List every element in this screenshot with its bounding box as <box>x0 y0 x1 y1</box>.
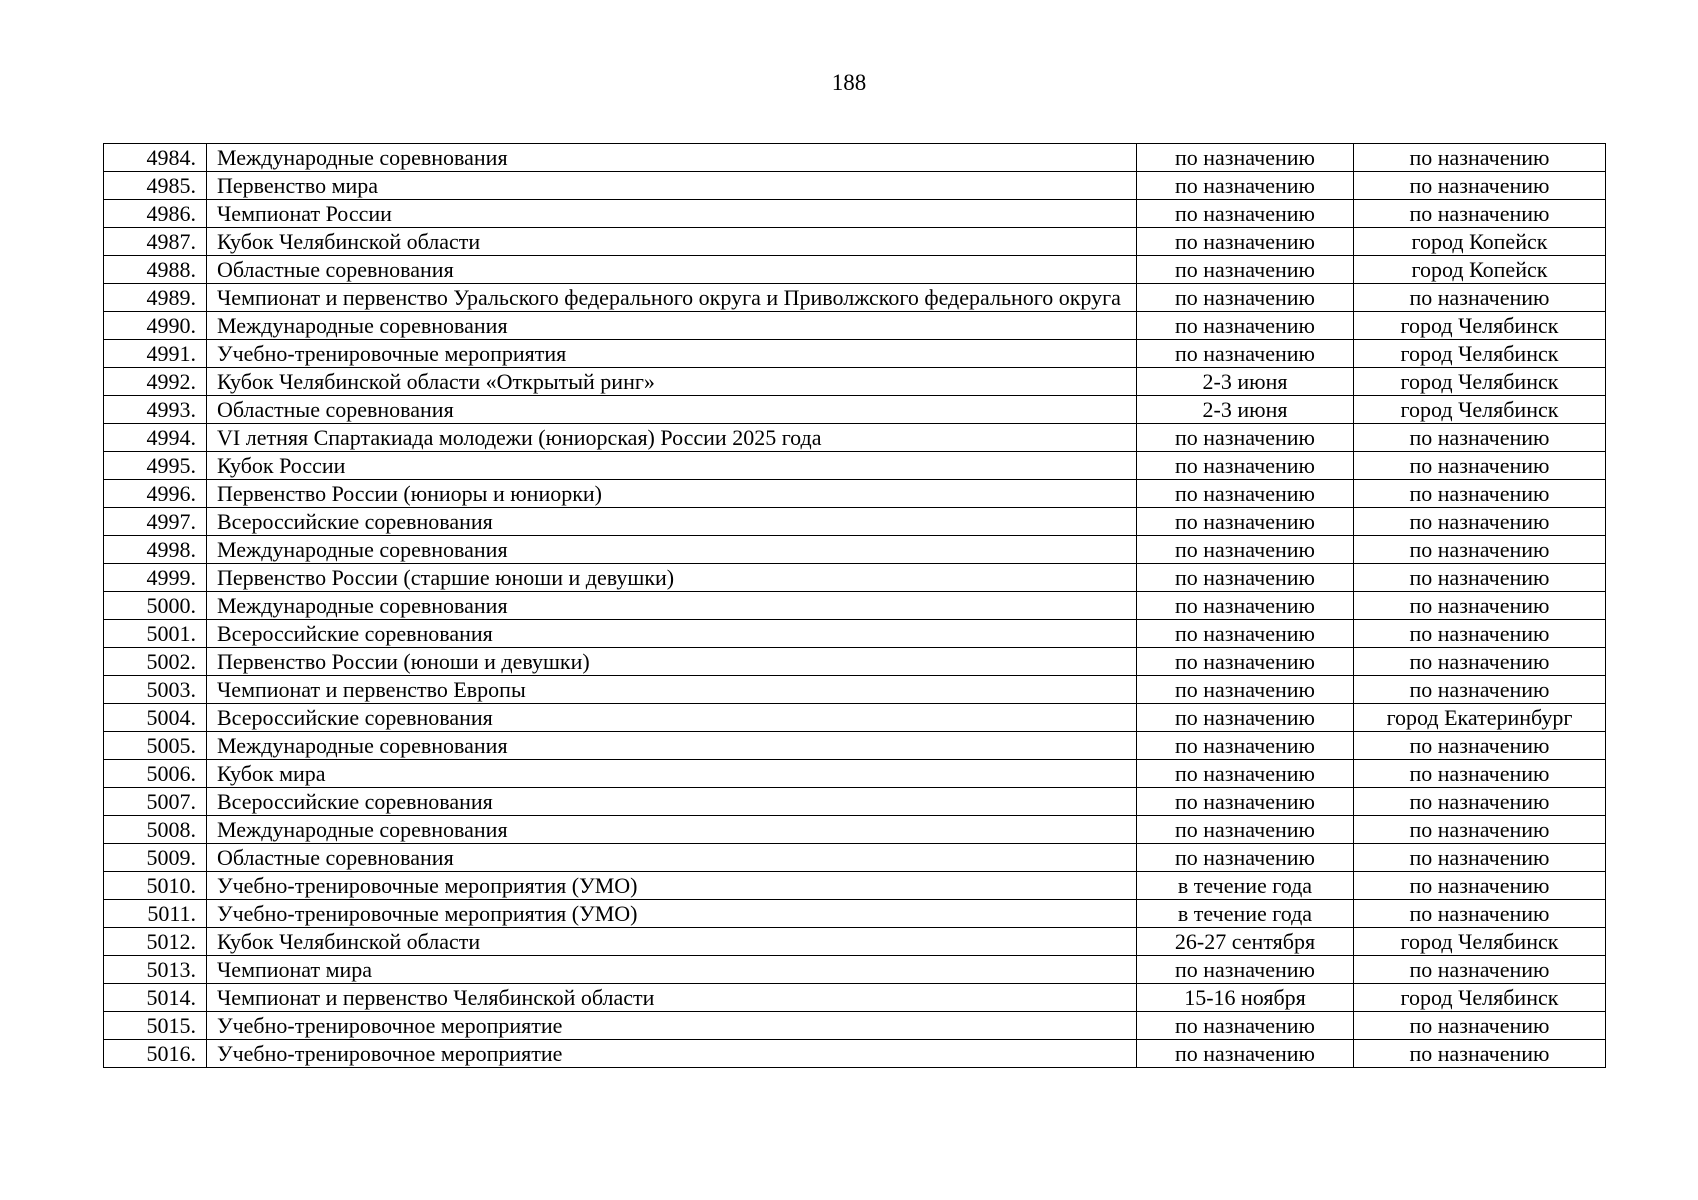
event-place-cell: по назначению <box>1354 760 1606 788</box>
table-row <box>104 312 1606 340</box>
table-row <box>104 452 1606 480</box>
event-place-cell: по назначению <box>1354 424 1606 452</box>
table-row <box>104 676 1606 704</box>
event-date-cell: по назначению <box>1137 1040 1354 1068</box>
event-place-cell: город Челябинск <box>1354 368 1606 396</box>
table-row <box>104 284 1606 312</box>
row-number-cell: 5006. <box>104 760 207 788</box>
event-date-cell: по назначению <box>1137 144 1354 172</box>
event-name-cell: Чемпионат мира <box>207 956 1137 984</box>
table-row <box>104 396 1606 424</box>
event-date-cell: по назначению <box>1137 732 1354 760</box>
event-place-cell: по назначению <box>1354 816 1606 844</box>
row-number-cell: 4985. <box>104 172 207 200</box>
event-name-cell: Областные соревнования <box>207 256 1137 284</box>
event-place-cell: по назначению <box>1354 1040 1606 1068</box>
table-row <box>104 256 1606 284</box>
row-number-cell: 5011. <box>104 900 207 928</box>
row-number-cell: 4986. <box>104 200 207 228</box>
event-place-cell: город Челябинск <box>1354 340 1606 368</box>
table-row <box>104 424 1606 452</box>
event-date-cell: по назначению <box>1137 704 1354 732</box>
table-row <box>104 592 1606 620</box>
event-date-cell: 2-3 июня <box>1137 368 1354 396</box>
events-table-body <box>104 144 1606 1068</box>
event-date-cell: по назначению <box>1137 592 1354 620</box>
event-place-cell: по назначению <box>1354 872 1606 900</box>
event-name-cell: Международные соревнования <box>207 816 1137 844</box>
row-number-cell: 5005. <box>104 732 207 760</box>
event-date-cell: по назначению <box>1137 312 1354 340</box>
event-place-cell: по назначению <box>1354 844 1606 872</box>
event-name-cell: Кубок России <box>207 452 1137 480</box>
row-number-cell: 5008. <box>104 816 207 844</box>
event-date-cell: по назначению <box>1137 480 1354 508</box>
table-row <box>104 368 1606 396</box>
event-date-cell: по назначению <box>1137 676 1354 704</box>
row-number-cell: 5001. <box>104 620 207 648</box>
row-number-cell: 4998. <box>104 536 207 564</box>
event-name-cell: Кубок Челябинской области «Открытый ринг» <box>207 368 1137 396</box>
event-date-cell: 2-3 июня <box>1137 396 1354 424</box>
event-name-cell: Кубок Челябинской области <box>207 228 1137 256</box>
event-name-cell: Учебно-тренировочное мероприятие <box>207 1012 1137 1040</box>
event-place-cell: по назначению <box>1354 200 1606 228</box>
event-place-cell: по назначению <box>1354 956 1606 984</box>
row-number-cell: 5015. <box>104 1012 207 1040</box>
row-number-cell: 4996. <box>104 480 207 508</box>
event-name-cell: Учебно-тренировочное мероприятие <box>207 1040 1137 1068</box>
event-date-cell: по назначению <box>1137 620 1354 648</box>
row-number-cell: 5012. <box>104 928 207 956</box>
event-name-cell: Кубок Челябинской области <box>207 928 1137 956</box>
event-name-cell: Первенство России (юниоры и юниорки) <box>207 480 1137 508</box>
event-name-cell: Учебно-тренировочные мероприятия (УМО) <box>207 900 1137 928</box>
event-place-cell: город Челябинск <box>1354 984 1606 1012</box>
row-number-cell: 4994. <box>104 424 207 452</box>
event-name-cell: Первенство России (старшие юноши и девушки) <box>207 564 1137 592</box>
row-number-cell: 4997. <box>104 508 207 536</box>
event-place-cell: город Екатеринбург <box>1354 704 1606 732</box>
event-date-cell: по назначению <box>1137 508 1354 536</box>
event-name-cell: Всероссийские соревнования <box>207 508 1137 536</box>
event-date-cell: по назначению <box>1137 788 1354 816</box>
event-name-cell: Всероссийские соревнования <box>207 704 1137 732</box>
event-place-cell: город Челябинск <box>1354 396 1606 424</box>
event-place-cell: по назначению <box>1354 900 1606 928</box>
event-name-cell: Кубок мира <box>207 760 1137 788</box>
event-date-cell: по назначению <box>1137 564 1354 592</box>
table-row <box>104 956 1606 984</box>
row-number-cell: 4991. <box>104 340 207 368</box>
table-row <box>104 200 1606 228</box>
events-table <box>103 143 1606 1068</box>
row-number-cell: 5014. <box>104 984 207 1012</box>
row-number-cell: 4992. <box>104 368 207 396</box>
row-number-cell: 5016. <box>104 1040 207 1068</box>
row-number-cell: 5009. <box>104 844 207 872</box>
row-number-cell: 5010. <box>104 872 207 900</box>
table-row <box>104 1012 1606 1040</box>
event-place-cell: по назначению <box>1354 452 1606 480</box>
event-date-cell: 15-16 ноября <box>1137 984 1354 1012</box>
row-number-cell: 4993. <box>104 396 207 424</box>
row-number-cell: 4984. <box>104 144 207 172</box>
table-row <box>104 788 1606 816</box>
event-place-cell: по назначению <box>1354 536 1606 564</box>
row-number-cell: 5004. <box>104 704 207 732</box>
event-place-cell: по назначению <box>1354 592 1606 620</box>
event-name-cell: Международные соревнования <box>207 312 1137 340</box>
event-place-cell: по назначению <box>1354 284 1606 312</box>
event-name-cell: Международные соревнования <box>207 592 1137 620</box>
table-row <box>104 984 1606 1012</box>
event-date-cell: по назначению <box>1137 284 1354 312</box>
event-name-cell: Учебно-тренировочные мероприятия <box>207 340 1137 368</box>
event-date-cell: 26-27 сентября <box>1137 928 1354 956</box>
page-number: 188 <box>831 70 867 95</box>
row-number-cell: 5013. <box>104 956 207 984</box>
event-date-cell: по назначению <box>1137 816 1354 844</box>
row-number-cell: 5000. <box>104 592 207 620</box>
table-row <box>104 536 1606 564</box>
event-place-cell: по назначению <box>1354 1012 1606 1040</box>
table-row <box>104 872 1606 900</box>
event-name-cell: Международные соревнования <box>207 144 1137 172</box>
event-name-cell: Областные соревнования <box>207 396 1137 424</box>
event-date-cell: по назначению <box>1137 200 1354 228</box>
table-row <box>104 564 1606 592</box>
event-date-cell: по назначению <box>1137 760 1354 788</box>
row-number-cell: 5002. <box>104 648 207 676</box>
row-number-cell: 5003. <box>104 676 207 704</box>
event-date-cell: в течение года <box>1137 872 1354 900</box>
event-place-cell: по назначению <box>1354 480 1606 508</box>
event-place-cell: город Челябинск <box>1354 928 1606 956</box>
event-date-cell: по назначению <box>1137 172 1354 200</box>
event-name-cell: Первенство России (юноши и девушки) <box>207 648 1137 676</box>
table-row <box>104 900 1606 928</box>
event-name-cell: Чемпионат России <box>207 200 1137 228</box>
event-date-cell: в течение года <box>1137 900 1354 928</box>
row-number-cell: 4988. <box>104 256 207 284</box>
table-row <box>104 340 1606 368</box>
event-name-cell: Учебно-тренировочные мероприятия (УМО) <box>207 872 1137 900</box>
event-date-cell: по назначению <box>1137 648 1354 676</box>
event-place-cell: по назначению <box>1354 144 1606 172</box>
event-name-cell: Областные соревнования <box>207 844 1137 872</box>
event-date-cell: по назначению <box>1137 956 1354 984</box>
event-name-cell: VI летняя Спартакиада молодежи (юниорская) России 2025 года <box>207 424 1137 452</box>
table-row <box>104 172 1606 200</box>
table-row <box>104 620 1606 648</box>
event-place-cell: по назначению <box>1354 676 1606 704</box>
event-place-cell: по назначению <box>1354 508 1606 536</box>
table-row <box>104 760 1606 788</box>
table-row <box>104 928 1606 956</box>
table-row <box>104 144 1606 172</box>
event-date-cell: по назначению <box>1137 424 1354 452</box>
row-number-cell: 4995. <box>104 452 207 480</box>
table-row <box>104 844 1606 872</box>
table-row <box>104 228 1606 256</box>
event-date-cell: по назначению <box>1137 340 1354 368</box>
event-place-cell: по назначению <box>1354 732 1606 760</box>
event-place-cell: по назначению <box>1354 620 1606 648</box>
event-date-cell: по назначению <box>1137 536 1354 564</box>
event-place-cell: город Челябинск <box>1354 312 1606 340</box>
row-number-cell: 4989. <box>104 284 207 312</box>
row-number-cell: 5007. <box>104 788 207 816</box>
event-name-cell: Первенство мира <box>207 172 1137 200</box>
row-number-cell: 4999. <box>104 564 207 592</box>
table-row <box>104 1040 1606 1068</box>
row-number-cell: 4987. <box>104 228 207 256</box>
event-date-cell: по назначению <box>1137 1012 1354 1040</box>
table-row <box>104 816 1606 844</box>
event-place-cell: по назначению <box>1354 648 1606 676</box>
event-name-cell: Всероссийские соревнования <box>207 620 1137 648</box>
table-row <box>104 648 1606 676</box>
event-name-cell: Международные соревнования <box>207 732 1137 760</box>
event-place-cell: по назначению <box>1354 172 1606 200</box>
row-number-cell: 4990. <box>104 312 207 340</box>
event-place-cell: город Копейск <box>1354 228 1606 256</box>
event-name-cell: Всероссийские соревнования <box>207 788 1137 816</box>
event-date-cell: по назначению <box>1137 228 1354 256</box>
table-row <box>104 508 1606 536</box>
table-row <box>104 704 1606 732</box>
event-name-cell: Чемпионат и первенство Уральского федерального округа и Приволжского федерального округа <box>207 284 1137 312</box>
event-place-cell: по назначению <box>1354 788 1606 816</box>
event-name-cell: Чемпионат и первенство Челябинской области <box>207 984 1137 1012</box>
table-row <box>104 732 1606 760</box>
event-date-cell: по назначению <box>1137 256 1354 284</box>
table-row <box>104 480 1606 508</box>
event-place-cell: по назначению <box>1354 564 1606 592</box>
event-name-cell: Чемпионат и первенство Европы <box>207 676 1137 704</box>
event-date-cell: по назначению <box>1137 844 1354 872</box>
event-name-cell: Международные соревнования <box>207 536 1137 564</box>
event-date-cell: по назначению <box>1137 452 1354 480</box>
event-place-cell: город Копейск <box>1354 256 1606 284</box>
